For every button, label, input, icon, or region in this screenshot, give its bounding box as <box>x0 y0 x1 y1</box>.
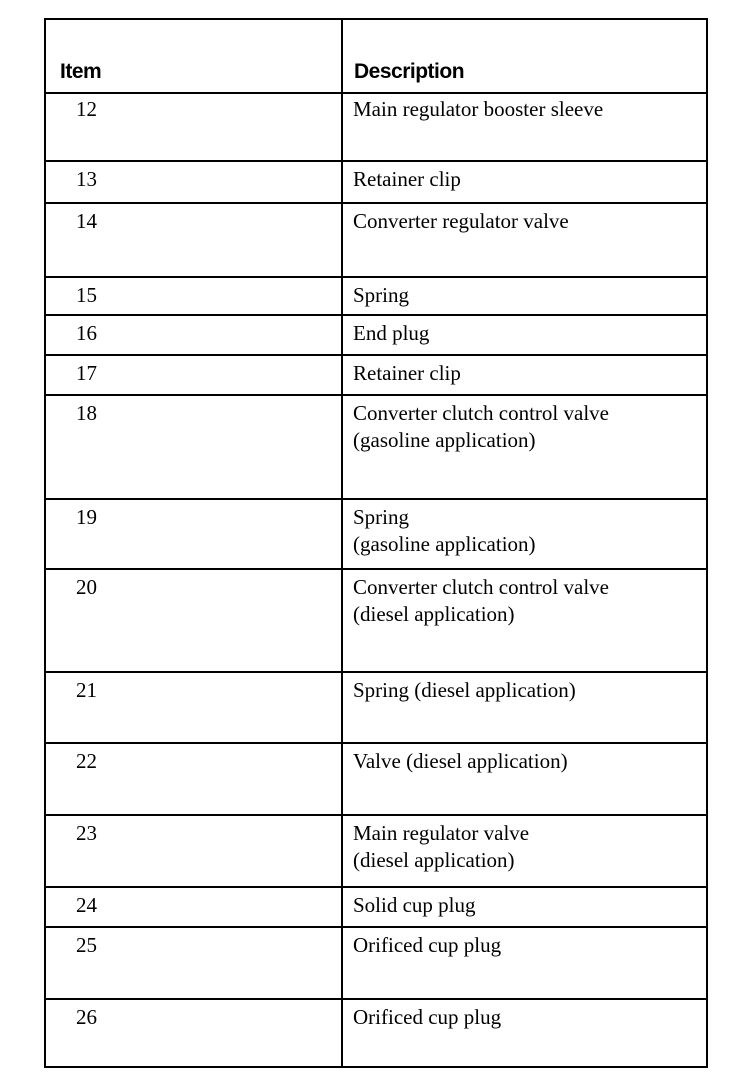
table-header-row <box>46 20 706 94</box>
description-column-header: Description <box>354 60 465 83</box>
item-description: Spring (gasoline application) <box>353 505 536 556</box>
item-number: 19 <box>76 505 97 529</box>
item-number: 20 <box>76 575 97 599</box>
table-row <box>46 92 706 162</box>
item-number: 14 <box>76 209 97 233</box>
table-row <box>46 816 706 888</box>
item-description: Spring <box>353 283 410 307</box>
item-description: Valve (diesel application) <box>353 749 568 773</box>
table-row <box>46 162 706 204</box>
item-description: End plug <box>353 321 430 345</box>
item-number: 26 <box>76 1005 97 1029</box>
table-row <box>46 356 706 396</box>
item-description: Retainer clip <box>353 361 461 385</box>
table-row <box>46 278 706 316</box>
table-row <box>46 744 706 816</box>
table-row <box>46 500 706 570</box>
table-row <box>46 1000 706 1066</box>
table-row <box>46 570 706 673</box>
item-number: 16 <box>76 321 97 345</box>
item-description: Orificed cup plug <box>353 1005 502 1029</box>
item-number: 13 <box>76 167 97 191</box>
item-description: Converter clutch control valve (gasoline application) <box>353 401 609 452</box>
item-description: Main regulator booster sleeve <box>353 97 604 121</box>
item-number: 22 <box>76 749 97 773</box>
item-description: Converter regulator valve <box>353 209 569 233</box>
item-column-header: Item <box>60 60 102 83</box>
table-row <box>46 396 706 500</box>
item-description: Solid cup plug <box>353 893 476 917</box>
item-number: 12 <box>76 97 97 121</box>
item-description: Spring (diesel application) <box>353 678 576 702</box>
item-number: 23 <box>76 821 97 845</box>
table-row <box>46 888 706 928</box>
item-number: 18 <box>76 401 97 425</box>
item-number: 21 <box>76 678 97 702</box>
item-description: Orificed cup plug <box>353 933 502 957</box>
item-number: 24 <box>76 893 97 917</box>
table-row <box>46 204 706 278</box>
item-number: 17 <box>76 361 97 385</box>
item-description: Converter clutch control valve (diesel application) <box>353 575 609 626</box>
item-description: Retainer clip <box>353 167 461 191</box>
table-row <box>46 673 706 744</box>
table-row <box>46 928 706 1000</box>
parts-table <box>44 18 708 1068</box>
item-number: 15 <box>76 283 97 307</box>
item-description: Main regulator valve (diesel application) <box>353 821 530 872</box>
table-row <box>46 316 706 356</box>
item-number: 25 <box>76 933 97 957</box>
